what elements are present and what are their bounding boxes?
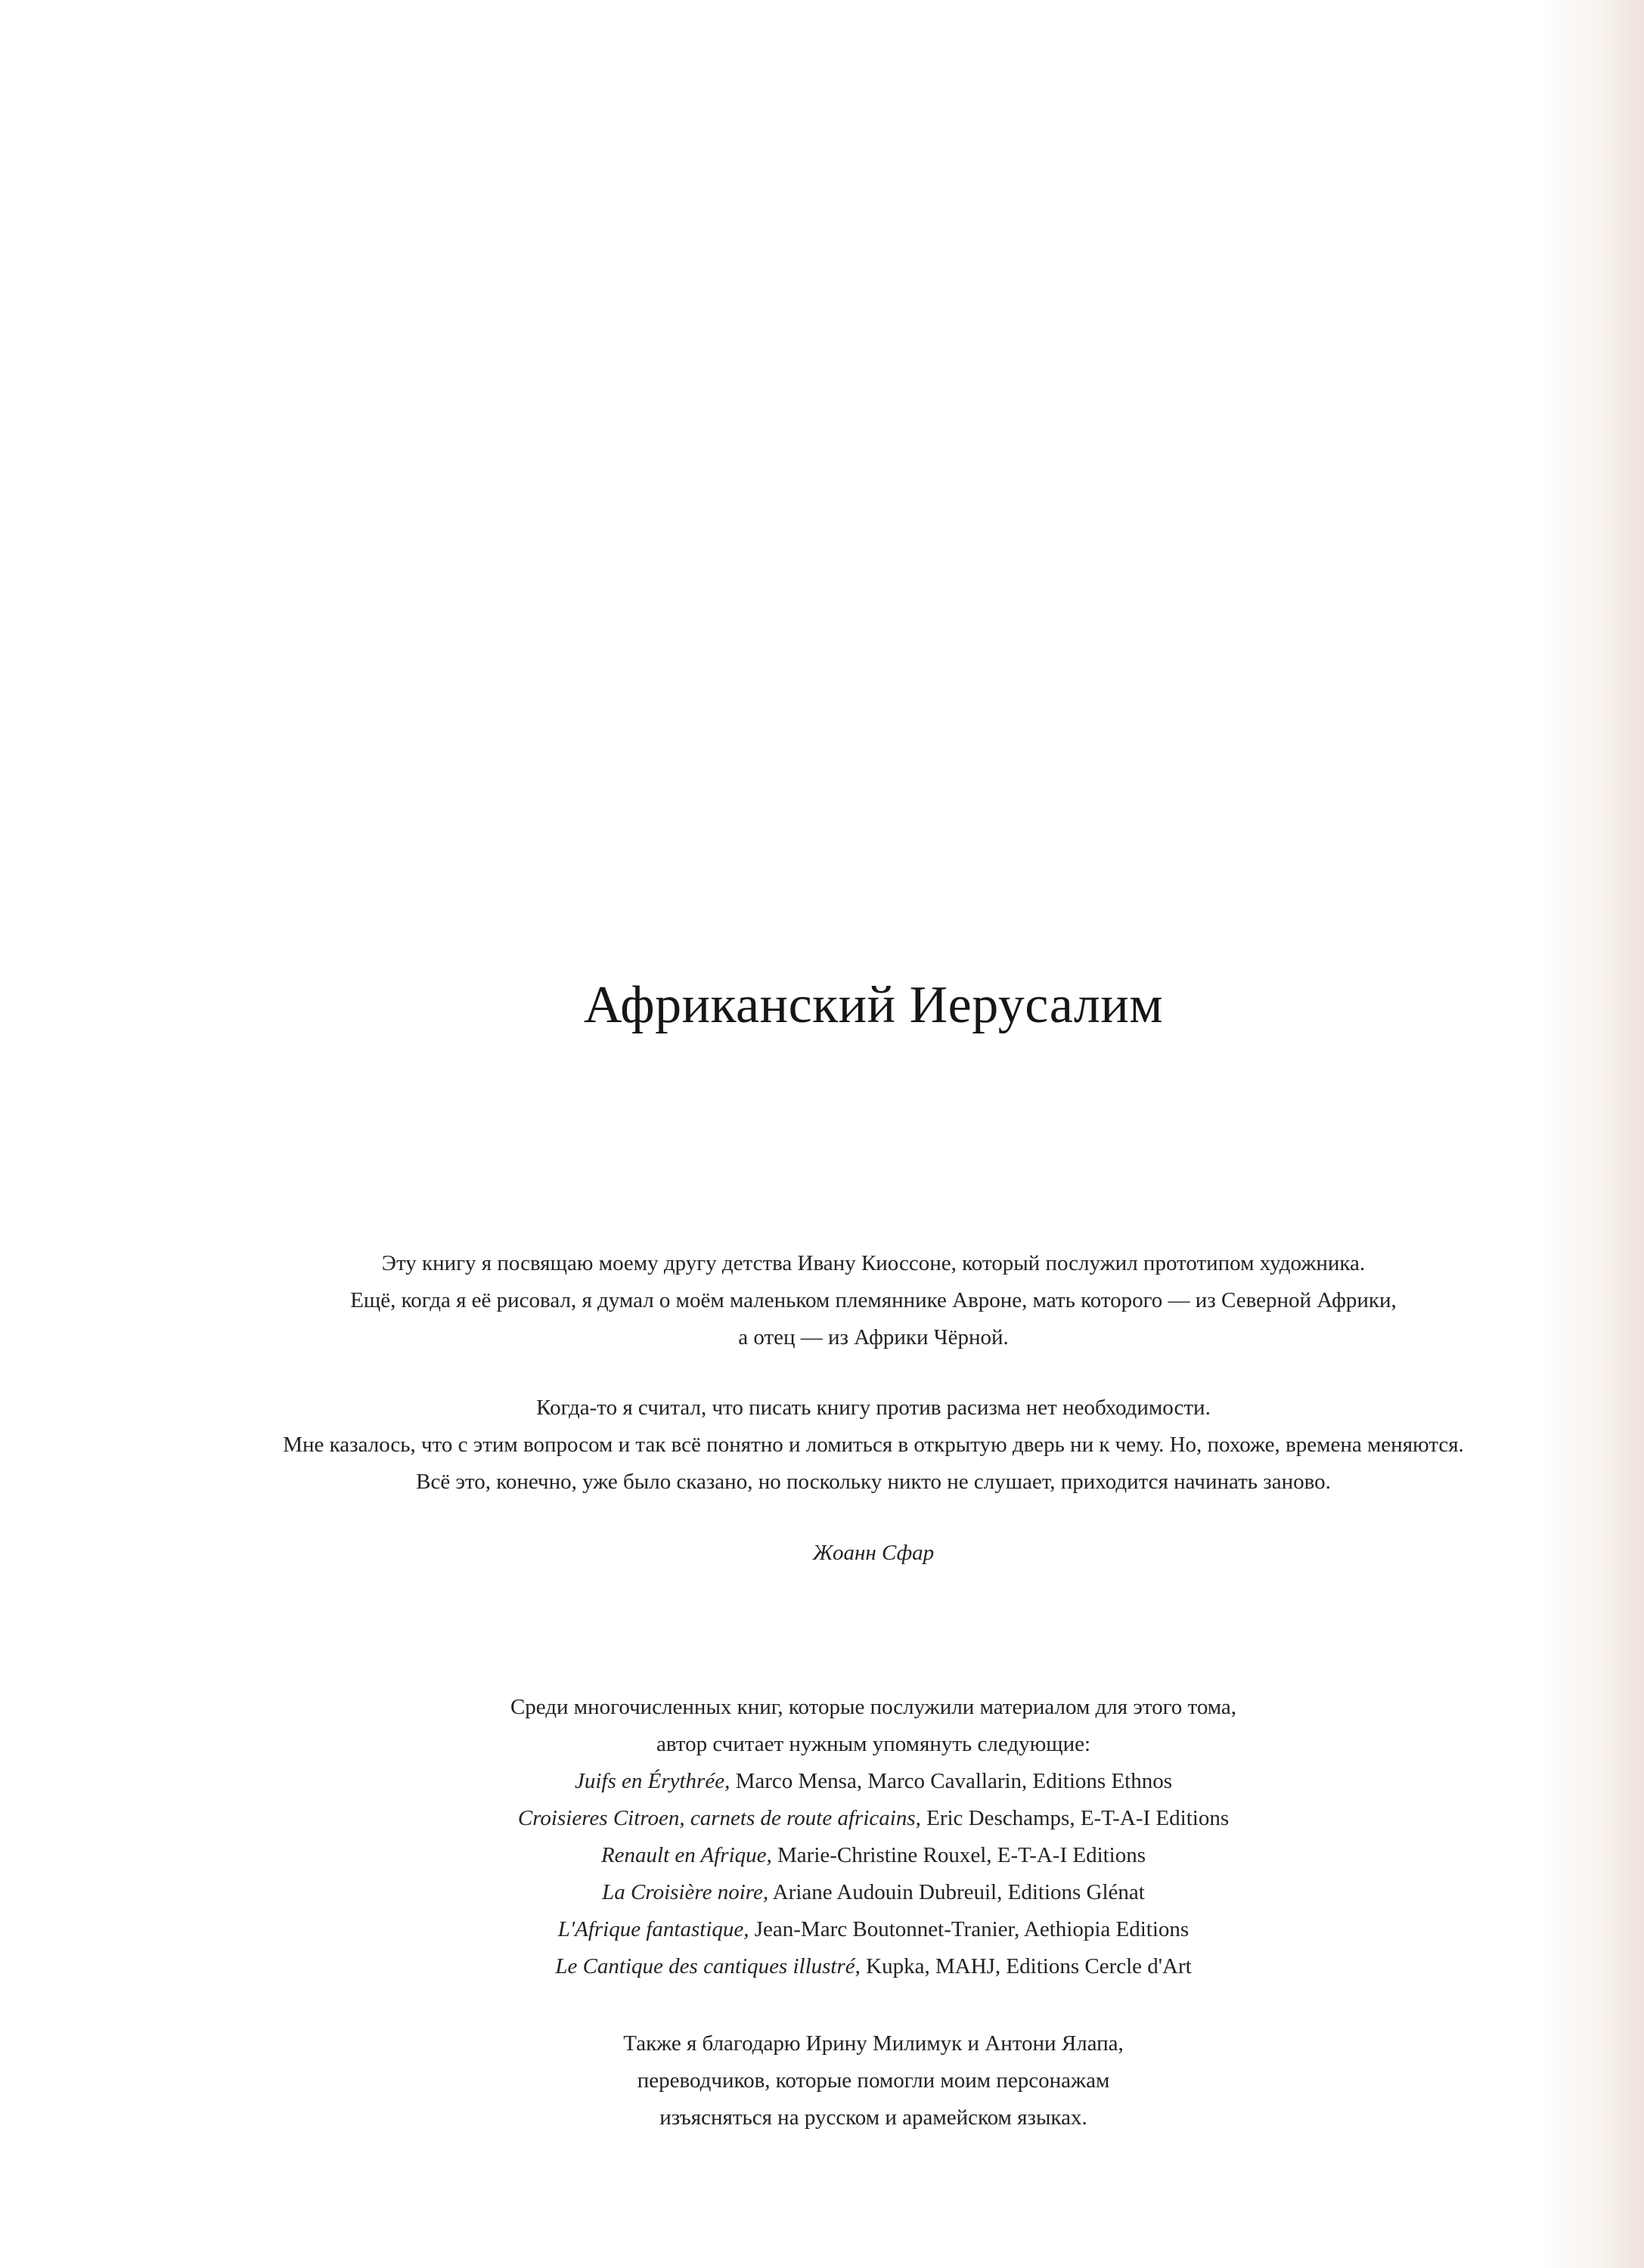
- statement-line: Всё это, конечно, уже было сказано, но поскольку никто не слушает, приходится начинать заново.: [416, 1470, 1331, 1494]
- source-book-entry: [0, 1874, 1644, 1911]
- source-book-title: Juifs en Érythrée,: [574, 1769, 730, 1793]
- source-book-title: Le Cantique des cantiques illustré,: [555, 1954, 861, 1978]
- source-book-details: Kupka, MAHJ, Editions Cercle d'Art: [860, 1954, 1192, 1978]
- sources-intro-line: Среди многочисленных книг, которые послужили материалом для этого тома,: [510, 1695, 1237, 1719]
- source-book-title: Croisieres Citroen, carnets de route africains,: [517, 1806, 921, 1830]
- source-book-entry: [0, 1948, 1644, 1985]
- source-book-entry: [0, 1763, 1644, 1800]
- source-book-title: La Croisière noire,: [602, 1880, 769, 1904]
- source-book-entry: [0, 1800, 1644, 1837]
- source-book-details: Jean-Marc Boutonnet-Tranier, Aethiopia Editions: [749, 1917, 1190, 1941]
- sources-section: [0, 1689, 1644, 1985]
- source-book-title: Renault en Afrique,: [600, 1843, 772, 1867]
- dedication-line: Эту книгу я посвящаю моему другу детства Ивану Киоссоне, который послужил прототипом художника.: [381, 1251, 1366, 1275]
- thanks-line: изъясняться на русском и арамейском языках.: [659, 2105, 1087, 2130]
- thanks-line: переводчиков, которые помогли моим персонажам: [637, 2068, 1110, 2093]
- page-title: Африканский Иерусалим: [583, 976, 1164, 1034]
- statement-line: Мне казалось, что с этим вопросом и так всё понятно и ломиться в открытую дверь ни к чему. Но, похоже, времена меняются.: [283, 1433, 1464, 1457]
- source-book-details: Marie-Christine Rouxel, E-T-A-I Editions: [771, 1843, 1146, 1867]
- source-book-title: L'Afrique fantastique,: [557, 1917, 749, 1941]
- author-statement-paragraph: [0, 1390, 1644, 1501]
- sources-intro-line: автор считает нужным упомянуть следующие:: [656, 1732, 1091, 1756]
- source-book-details: Eric Deschamps, E-T-A-I Editions: [920, 1806, 1230, 1830]
- statement-line: Когда-то я считал, что писать книгу против расизма нет необходимости.: [536, 1396, 1211, 1420]
- author-signature: Жоанн Сфар: [812, 1541, 935, 1565]
- dedication-line: Ещё, когда я её рисовал, я думал о моём маленьком племяннике Авроне, мать которого — из Северной Африки,: [350, 1288, 1397, 1312]
- source-book-details: Ariane Audouin Dubreuil, Editions Glénat: [768, 1880, 1145, 1904]
- source-book-details: Marco Mensa, Marco Cavallarin, Editions Ethnos: [730, 1769, 1173, 1793]
- dedication-paragraph: [0, 1245, 1644, 1356]
- thanks-line: Также я благодарю Ирину Милимук и Антони Ялапа,: [623, 2031, 1124, 2056]
- source-book-entry: [0, 1837, 1644, 1874]
- dedication-line: а отец — из Африки Чёрной.: [738, 1325, 1009, 1349]
- acknowledgements-paragraph: [0, 2025, 1644, 2136]
- source-book-entry: [0, 1911, 1644, 1948]
